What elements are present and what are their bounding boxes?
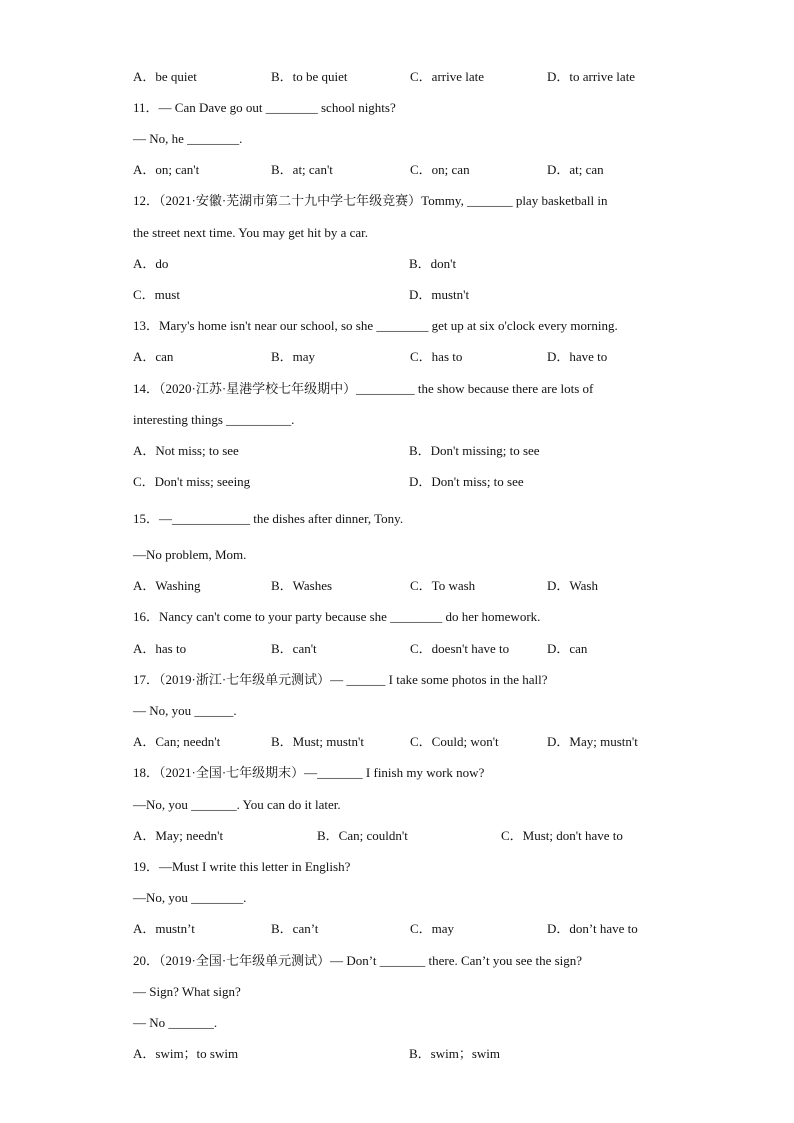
answer-option: A．has to xyxy=(133,641,187,656)
question-line: 11．— Can Dave go out ________ school nights? xyxy=(133,100,396,115)
question-line: 19．—Must I write this letter in English? xyxy=(133,859,351,874)
answer-option: B．swim；swim xyxy=(409,1046,501,1061)
answer-option: D．Don't miss; to see xyxy=(409,474,524,489)
answer-option: D．at; can xyxy=(547,162,604,177)
question-line: —No, you _______. You can do it later. xyxy=(133,797,341,812)
answer-option: D．can xyxy=(547,641,588,656)
answer-option: A．Washing xyxy=(133,578,201,593)
answer-option: B．to be quiet xyxy=(271,69,348,84)
question-line: —No problem, Mom. xyxy=(133,547,247,562)
answer-option: A．on; can't xyxy=(133,162,200,177)
answer-option: A．do xyxy=(133,256,169,271)
answer-option: D．May; mustn't xyxy=(547,734,638,749)
question-line: 15．—____________ the dishes after dinner, Tony. xyxy=(133,511,404,526)
answer-option: A．mustn’t xyxy=(133,921,195,936)
answer-option: D．mustn't xyxy=(409,287,470,302)
answer-option: C．has to xyxy=(410,349,463,364)
answer-option: D．to arrive late xyxy=(547,69,636,84)
answer-option: A．be quiet xyxy=(133,69,197,84)
question-line: — Sign? What sign? xyxy=(133,984,241,999)
answer-option: B．can’t xyxy=(271,921,319,936)
answer-option: B．Can; couldn't xyxy=(317,828,408,843)
question-line: 13．Mary's home isn't near our school, so she ________ get up at six o'clock every morning. xyxy=(133,318,618,333)
answer-option: C．Could; won't xyxy=(410,734,499,749)
answer-option: A．May; needn't xyxy=(133,828,224,843)
answer-option: B．Don't missing; to see xyxy=(409,443,540,458)
answer-option: B．at; can't xyxy=(271,162,333,177)
answer-option: C．arrive late xyxy=(410,69,484,84)
question-line: 16．Nancy can't come to your party because she ________ do her homework. xyxy=(133,609,541,624)
answer-option: C．Must; don't have to xyxy=(501,828,623,843)
question-line: — No, you ______. xyxy=(133,703,237,718)
answer-option: C．must xyxy=(133,287,180,302)
question-line: 17．（2019·浙江·七年级单元测试）— ______ I take some photos in the hall? xyxy=(133,672,548,687)
question-line: —No, you ________. xyxy=(133,890,247,905)
answer-option: A．swim；to swim xyxy=(133,1046,239,1061)
answer-option: B．Must; mustn't xyxy=(271,734,364,749)
answer-option: C．on; can xyxy=(410,162,470,177)
question-line: 12．（2021·安徽·芜湖市第二十九中学七年级竞赛）Tommy, _______ play basketball in xyxy=(133,193,608,208)
answer-option: B．may xyxy=(271,349,316,364)
question-line: interesting things __________. xyxy=(133,412,295,427)
answer-option: D．don’t have to xyxy=(547,921,638,936)
question-line: 14．（2020·江苏·星港学校七年级期中）_________ the show because there are lots of xyxy=(133,381,594,396)
answer-option: C．Don't miss; seeing xyxy=(133,474,251,489)
answer-option: C．doesn't have to xyxy=(410,641,510,656)
answer-option: D．Wash xyxy=(547,578,598,593)
question-line: the street next time. You may get hit by a car. xyxy=(133,225,369,240)
question-line: 20．（2019·全国·七年级单元测试）— Don’t _______ there. Can’t you see the sign? xyxy=(133,953,583,968)
answer-option: D．have to xyxy=(547,349,608,364)
answer-option: A．Not miss; to see xyxy=(133,443,239,458)
answer-option: C．may xyxy=(410,921,455,936)
answer-option: B．can't xyxy=(271,641,317,656)
answer-option: C．To wash xyxy=(410,578,476,593)
question-line: 18．（2021·全国·七年级期末）—_______ I finish my work now? xyxy=(133,765,485,780)
question-line: — No, he ________. xyxy=(133,131,243,146)
answer-option: A．can xyxy=(133,349,174,364)
question-line: — No _______. xyxy=(133,1015,218,1030)
answer-option: B．don't xyxy=(409,256,457,271)
answer-option: A．Can; needn't xyxy=(133,734,221,749)
answer-option: B．Washes xyxy=(271,578,333,593)
